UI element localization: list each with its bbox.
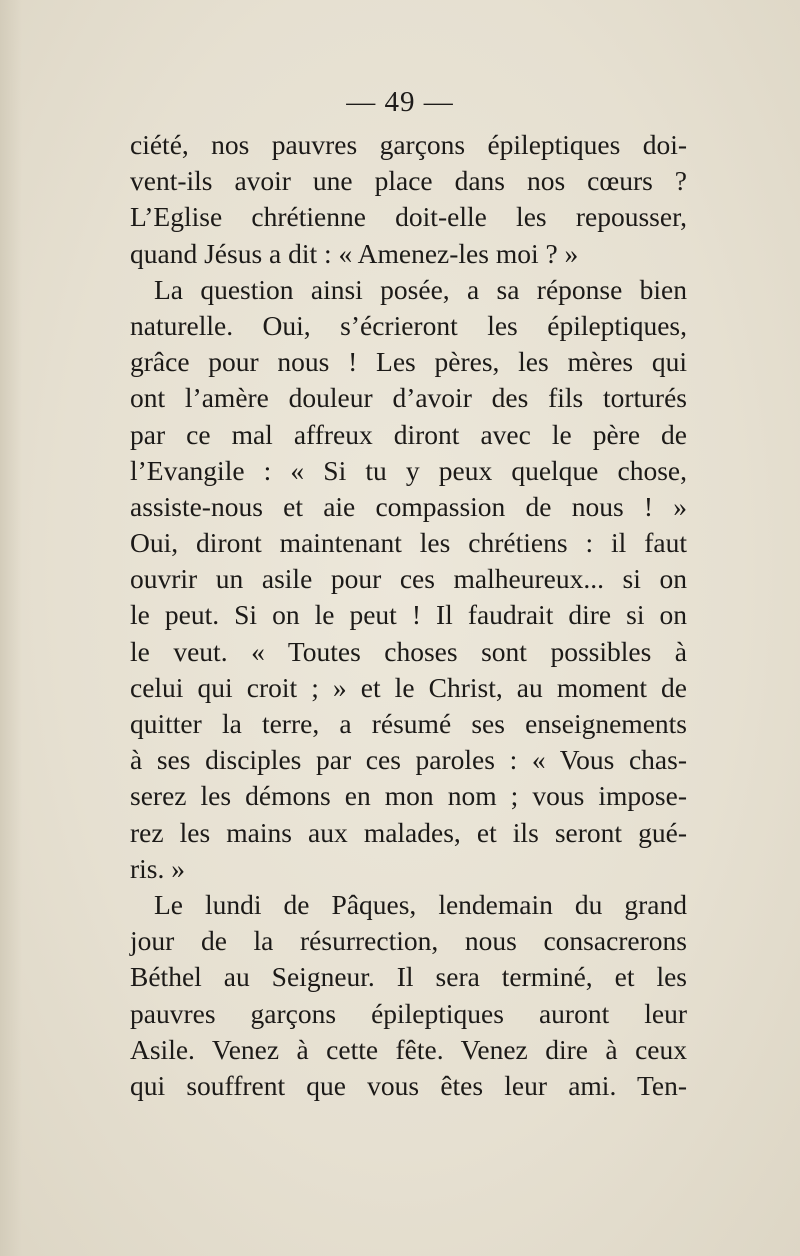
page-number: — 49 — (346, 86, 454, 118)
text-line: naturelle. Oui, s’écrieront les épileptiques, (130, 309, 687, 341)
page-edge-shadow (0, 0, 22, 1256)
body-text (130, 127, 687, 1104)
text-line: La question ainsi posée, a sa réponse bien (154, 273, 687, 305)
text-line: grâce pour nous ! Les pères, les mères qui (130, 346, 687, 378)
text-line: assiste-nous et aie compassion de nous ! » (130, 490, 687, 522)
text-line: Oui, diront maintenant les chrétiens : il faut (130, 527, 687, 559)
text-line: serez les démons en mon nom ; vous impose- (130, 780, 687, 812)
text-line: ont l’amère douleur d’avoir des fils torturés (130, 382, 687, 414)
text-line: L’Eglise chrétienne doit-elle les repousser, (130, 201, 687, 233)
text-line: celui qui croit ; » et le Christ, au moment de (130, 671, 687, 703)
text-line: par ce mal affreux diront avec le père de (130, 418, 687, 450)
text-line: à ses disciples par ces paroles : « Vous chas- (130, 744, 687, 776)
text-line: qui souffrent que vous êtes leur ami. Ten- (130, 1069, 687, 1101)
text-line: jour de la résurrection, nous consacrerons (130, 925, 687, 957)
text-line: quand Jésus a dit : « Amenez-les moi ? » (130, 237, 579, 269)
text-line: rez les mains aux malades, et ils seront gué- (130, 816, 687, 848)
text-line: pauvres garçons épileptiques auront leur (130, 997, 687, 1029)
text-line: ris. » (130, 852, 185, 884)
text-line: ciété, nos pauvres garçons épileptiques doi- (130, 129, 687, 160)
text-line: Le lundi de Pâques, lendemain du grand (154, 888, 687, 920)
text-line: le veut. « Toutes choses sont possibles à (130, 635, 687, 667)
text-line: ouvrir un asile pour ces malheureux... si on (130, 563, 687, 595)
text-line: l’Evangile : « Si tu y peux quelque chose, (130, 454, 687, 486)
text-line: Béthel au Seigneur. Il sera terminé, et les (130, 961, 687, 993)
text-line: quitter la terre, a résumé ses enseignements (130, 708, 687, 739)
text-line: le peut. Si on le peut ! Il faudrait dire si on (130, 599, 687, 631)
text-line: vent-ils avoir une place dans nos cœurs ? (130, 165, 687, 197)
text-line: Asile. Venez à cette fête. Venez dire à ceux (130, 1033, 687, 1065)
